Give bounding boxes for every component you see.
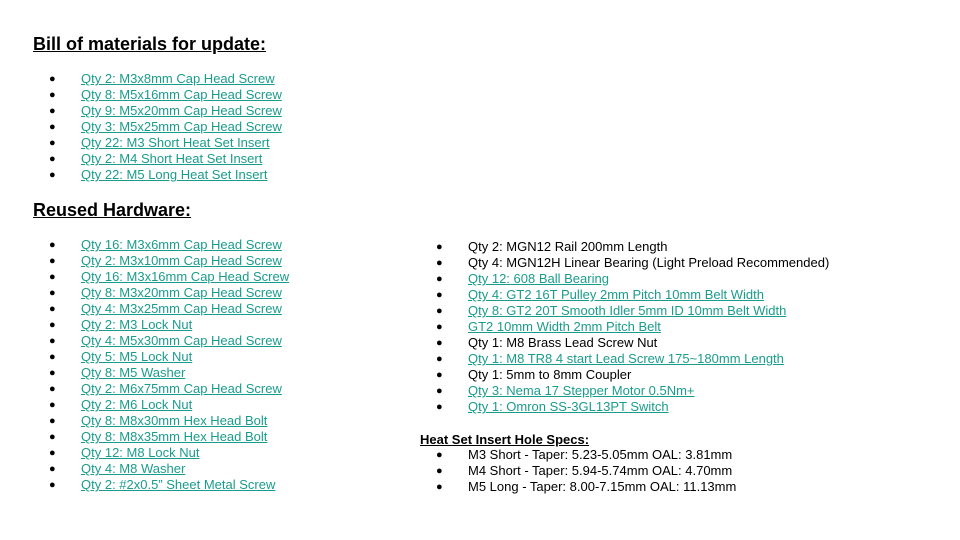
list-item [33, 269, 289, 285]
list-item [33, 365, 289, 381]
item-text: Qty 2: MGN12 Rail 200mm Length [468, 239, 668, 254]
bullet-icon: ● [49, 239, 56, 251]
bullet-icon: ● [49, 399, 56, 411]
item-link[interactable]: Qty 1: Omron SS-3GL13PT Switch [468, 399, 669, 414]
list-item [33, 87, 282, 103]
item-link[interactable]: Qty 1: M8 TR8 4 start Lead Screw 175~180mm Length [468, 351, 784, 366]
bullet-icon: ● [49, 73, 56, 85]
bullet-icon: ● [49, 463, 56, 475]
bom-update-list [33, 71, 282, 183]
list-item [420, 463, 736, 479]
list-item [420, 287, 829, 303]
list-item [33, 381, 289, 397]
bullet-icon: ● [49, 169, 56, 181]
item-link[interactable]: Qty 8: M8x35mm Hex Head Bolt [81, 429, 268, 444]
list-item [33, 103, 282, 119]
item-text: M3 Short - Taper: 5.23-5.05mm OAL: 3.81mm [468, 447, 733, 462]
list-item [420, 351, 829, 367]
list-item [33, 445, 289, 461]
item-link[interactable]: Qty 2: M3 Lock Nut [81, 317, 193, 332]
bullet-icon: ● [436, 369, 443, 381]
list-item [33, 285, 289, 301]
list-item [420, 479, 736, 495]
item-link[interactable]: Qty 4: M3x25mm Cap Head Screw [81, 301, 282, 316]
list-item [33, 301, 289, 317]
item-link[interactable]: Qty 4: M8 Washer [81, 461, 186, 476]
bullet-icon: ● [49, 255, 56, 267]
list-item [33, 461, 289, 477]
item-link[interactable]: Qty 8: M8x30mm Hex Head Bolt [81, 413, 268, 428]
bullet-icon: ● [49, 89, 56, 101]
bullet-icon: ● [49, 303, 56, 315]
item-text: Qty 1: 5mm to 8mm Coupler [468, 367, 632, 382]
list-item [33, 477, 289, 493]
list-item [33, 71, 282, 87]
bullet-icon: ● [436, 481, 443, 493]
item-link[interactable]: Qty 2: M6 Lock Nut [81, 397, 193, 412]
bullet-icon: ● [49, 351, 56, 363]
item-link[interactable]: Qty 2: M3x8mm Cap Head Screw [81, 71, 275, 86]
bullet-icon: ● [436, 273, 443, 285]
item-text: M5 Long - Taper: 8.00-7.15mm OAL: 11.13mm [468, 479, 737, 494]
bullet-icon: ● [436, 305, 443, 317]
list-item [420, 367, 829, 383]
item-text: Qty 1: M8 Brass Lead Screw Nut [468, 335, 658, 350]
bullet-icon: ● [49, 121, 56, 133]
list-item [33, 253, 289, 269]
bullet-icon: ● [436, 465, 443, 477]
bullet-icon: ● [436, 321, 443, 333]
item-link[interactable]: Qty 2: M6x75mm Cap Head Screw [81, 381, 282, 396]
bullet-icon: ● [436, 241, 443, 253]
item-link[interactable]: Qty 16: M3x6mm Cap Head Screw [81, 237, 282, 252]
list-item [420, 335, 829, 351]
list-item [420, 399, 829, 415]
item-link[interactable]: Qty 8: GT2 20T Smooth Idler 5mm ID 10mm Belt Width [468, 303, 787, 318]
list-item [33, 119, 282, 135]
bullet-icon: ● [49, 415, 56, 427]
list-item [33, 167, 282, 183]
bullet-icon: ● [436, 289, 443, 301]
item-link[interactable]: Qty 4: GT2 16T Pulley 2mm Pitch 10mm Belt Width [468, 287, 764, 302]
list-item [33, 317, 289, 333]
item-link[interactable]: GT2 10mm Width 2mm Pitch Belt [468, 319, 661, 334]
bullet-icon: ● [49, 271, 56, 283]
bullet-icon: ● [436, 353, 443, 365]
bom-update-heading: Bill of materials for update: [33, 34, 267, 54]
heat-set-specs-heading: Heat Set Insert Hole Specs: [420, 432, 590, 447]
item-link[interactable]: Qty 8: M5x16mm Cap Head Screw [81, 87, 282, 102]
list-item [420, 383, 829, 399]
list-item [420, 271, 829, 287]
item-text: M4 Short - Taper: 5.94-5.74mm OAL: 4.70mm [468, 463, 733, 478]
bullet-icon: ● [49, 335, 56, 347]
list-item [33, 429, 289, 445]
item-link[interactable]: Qty 16: M3x16mm Cap Head Screw [81, 269, 290, 284]
heat-set-specs-list [420, 447, 736, 495]
item-link[interactable]: Qty 8: M3x20mm Cap Head Screw [81, 285, 282, 300]
reused-hardware-heading: Reused Hardware: [33, 200, 192, 220]
list-item [33, 397, 289, 413]
bullet-icon: ● [49, 137, 56, 149]
list-item [420, 319, 829, 335]
list-item [33, 333, 289, 349]
reused-hardware-list-left [33, 237, 289, 493]
item-link[interactable]: Qty 5: M5 Lock Nut [81, 349, 193, 364]
bullet-icon: ● [436, 449, 443, 461]
bullet-icon: ● [49, 447, 56, 459]
list-item [33, 151, 282, 167]
item-link[interactable]: Qty 8: M5 Washer [81, 365, 186, 380]
item-link[interactable]: Qty 9: M5x20mm Cap Head Screw [81, 103, 282, 118]
item-link[interactable]: Qty 22: M3 Short Heat Set Insert [81, 135, 270, 150]
list-item [420, 255, 829, 271]
list-item [420, 303, 829, 319]
bullet-icon: ● [49, 479, 56, 491]
list-item [33, 237, 289, 253]
bullet-icon: ● [436, 401, 443, 413]
bullet-icon: ● [436, 257, 443, 269]
list-item [420, 447, 736, 463]
bullet-icon: ● [49, 383, 56, 395]
bullet-icon: ● [49, 153, 56, 165]
bullet-icon: ● [49, 367, 56, 379]
item-link[interactable]: Qty 3: Nema 17 Stepper Motor 0.5Nm+ [468, 383, 695, 398]
bullet-icon: ● [49, 287, 56, 299]
item-link[interactable]: Qty 3: M5x25mm Cap Head Screw [81, 119, 282, 134]
item-text: Qty 4: MGN12H Linear Bearing (Light Preload Recommended) [468, 255, 830, 270]
bullet-icon: ● [49, 105, 56, 117]
reused-hardware-list-right [420, 239, 829, 415]
bullet-icon: ● [436, 385, 443, 397]
item-link[interactable]: Qty 12: 608 Ball Bearing [468, 271, 609, 286]
list-item [33, 413, 289, 429]
bullet-icon: ● [436, 337, 443, 349]
item-link[interactable]: Qty 4: M5x30mm Cap Head Screw [81, 333, 282, 348]
item-link[interactable]: Qty 2: M4 Short Heat Set Insert [81, 151, 263, 166]
item-link[interactable]: Qty 22: M5 Long Heat Set Insert [81, 167, 268, 182]
item-link[interactable]: Qty 12: M8 Lock Nut [81, 445, 200, 460]
bullet-icon: ● [49, 319, 56, 331]
list-item [33, 349, 289, 365]
bullet-icon: ● [49, 431, 56, 443]
list-item [33, 135, 282, 151]
item-link[interactable]: Qty 2: M3x10mm Cap Head Screw [81, 253, 282, 268]
list-item [420, 239, 829, 255]
item-link[interactable]: Qty 2: #2x0.5” Sheet Metal Screw [81, 477, 276, 492]
